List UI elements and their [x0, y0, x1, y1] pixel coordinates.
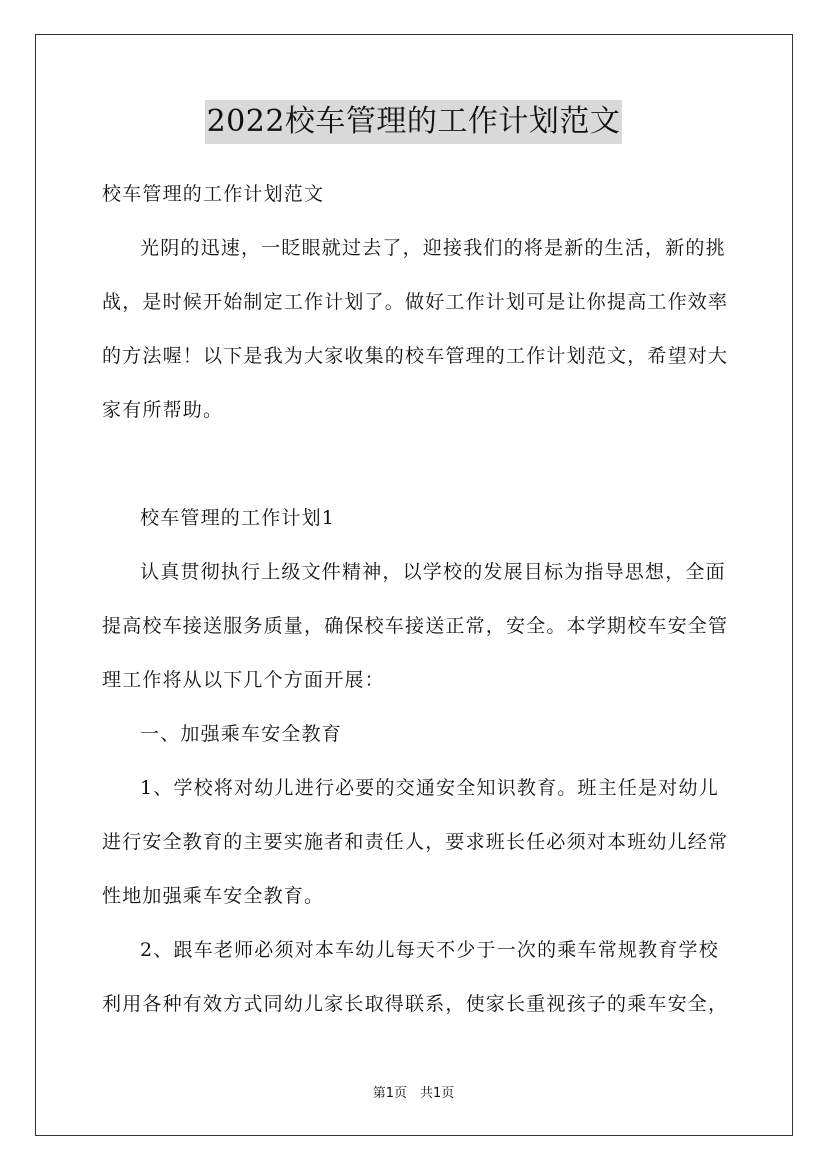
title-container [0, 100, 827, 144]
document-subtitle: 校车管理的工作计划范文 [102, 183, 325, 205]
subsection-heading: 一、加强乘车安全教育 [140, 723, 343, 745]
section-paragraph: 认真贯彻执行上级文件精神，以学校的发展目标为指导思想，全面提高校车接送服务质量，确保校车接送正常，安全。本学期校车安全管理工作将从以下几个方面开展： [102, 561, 729, 691]
document-body [102, 167, 732, 437]
intro-paragraph: 光阴的迅速，一眨眼就过去了，迎接我们的将是新的生活，新的挑战，是时候开始制定工作计划了。做好工作计划可是让你提高工作效率的方法喔！以下是我为大家收集的校车管理的工作计划范文，希望对大家有所帮助。 [102, 237, 729, 421]
list-item-1: 1、学校将对幼儿进行必要的交通安全知识教育。班主任是对幼儿进行安全教育的主要实施者和责任人，要求班长任必须对本班幼儿经常性地加强乘车安全教育。 [102, 777, 729, 907]
section-heading: 校车管理的工作计划1 [140, 507, 336, 529]
document-title: 2022校车管理的工作计划范文 [205, 100, 623, 144]
list-item-2: 2、跟车老师必须对本车幼儿每天不少于一次的乘车常规教育学校利用各种有效方式同幼儿家长取得联系，使家长重视孩子的乘车安全， [102, 939, 729, 1015]
page-footer: 第1页 共1页 [372, 1086, 455, 1101]
section-body [102, 491, 732, 1031]
